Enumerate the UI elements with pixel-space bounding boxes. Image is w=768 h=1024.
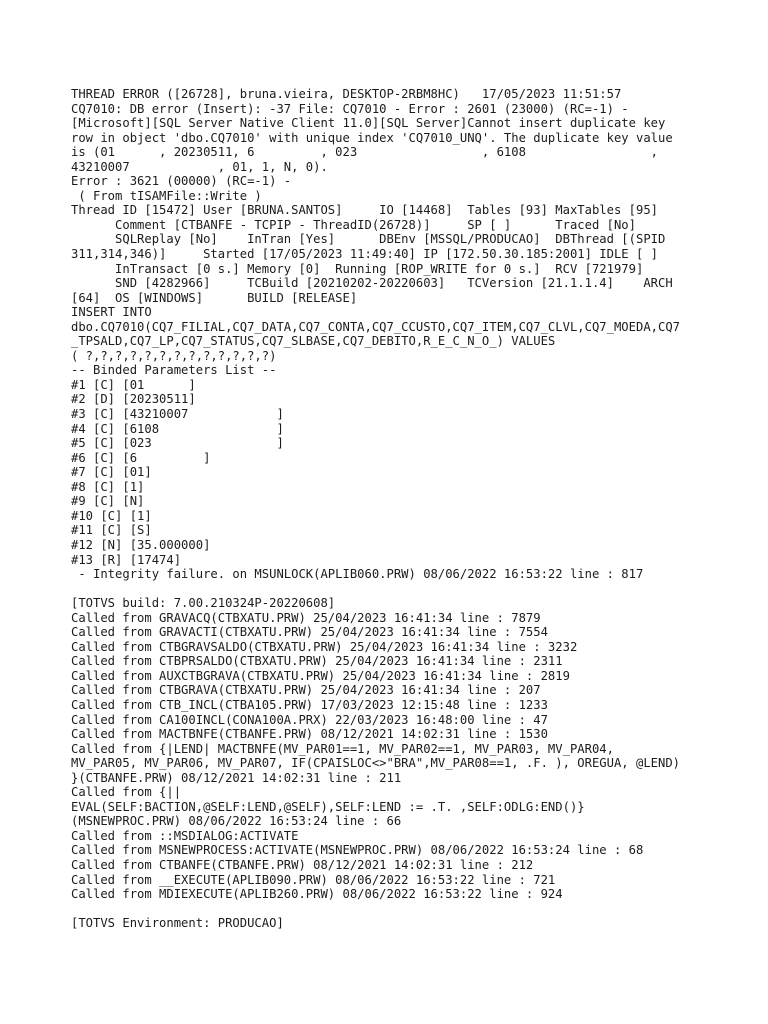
log-line: 43210007 , 01, 1, N, 0). bbox=[71, 159, 328, 174]
log-line: #5 [C] [023 ] bbox=[71, 436, 284, 451]
log-line: INSERT INTO bbox=[71, 305, 152, 320]
log-line: row in object 'dbo.CQ7010' with unique index 'CQ7010_UNQ'. The duplicate key value bbox=[71, 130, 673, 145]
log-line: #1 [C] [01 ] bbox=[71, 377, 196, 392]
log-line: [TOTVS Environment: PRODUCAO] bbox=[71, 916, 284, 931]
log-line: SND [4282966] TCBuild [20210202-20220603] TCVersion [21.1.1.4] ARCH bbox=[71, 276, 673, 291]
log-line: ( ?,?,?,?,?,?,?,?,?,?,?,?,?) bbox=[71, 348, 277, 363]
log-line: Comment [CTBANFE - TCPIP - ThreadID(26728)] SP [ ] Traced [No] bbox=[71, 217, 636, 232]
log-line: SQLReplay [No] InTran [Yes] DBEnv [MSSQL/PRODUCAO] DBThread [(SPID bbox=[71, 232, 666, 247]
log-line: _TPSALD,CQ7_LP,CQ7_STATUS,CQ7_SLBASE,CQ7_DEBITO,R_E_C_N_O_) VALUES bbox=[71, 334, 556, 349]
log-line: InTransact [0 s.] Memory [0] Running [ROP_WRITE for 0 s.] RCV [721979] bbox=[71, 261, 644, 276]
log-line: Called from {|LEND| MACTBNFE(MV_PAR01==1, MV_PAR02==1, MV_PAR03, MV_PAR04, bbox=[71, 741, 614, 756]
log-line: dbo.CQ7010(CQ7_FILIAL,CQ7_DATA,CQ7_CONTA,CQ7_CCUSTO,CQ7_ITEM,CQ7_CLVL,CQ7_MOEDA,CQ7 bbox=[71, 319, 681, 334]
log-line: Called from AUXCTBGRAVA(CTBXATU.PRW) 25/04/2023 16:41:34 line : 2819 bbox=[71, 668, 570, 683]
log-line: MV_PAR05, MV_PAR06, MV_PAR07, IF(CPAISLOC<>"BRA",MV_PAR08==1, .F. ), OREGUA, @LEND) bbox=[71, 756, 681, 771]
error-log-text bbox=[71, 87, 711, 931]
log-line: #4 [C] [6108 ] bbox=[71, 421, 284, 436]
log-line: CQ7010: DB error (Insert): -37 File: CQ7010 - Error : 2601 (23000) (RC=-1) - bbox=[71, 101, 629, 116]
log-line: Called from __EXECUTE(APLIB090.PRW) 08/06/2022 16:53:22 line : 721 bbox=[71, 872, 556, 887]
log-line: THREAD ERROR ([26728], bruna.vieira, DESKTOP-2RBM8HC) 17/05/2023 11:51:57 bbox=[71, 87, 622, 101]
log-line: #6 [C] [6 ] bbox=[71, 450, 211, 465]
log-line: EVAL(SELF:BACTION,@SELF:LEND,@SELF),SELF:LEND := .T. ,SELF:ODLG:END()} bbox=[71, 799, 585, 814]
log-line: -- Binded Parameters List -- bbox=[71, 363, 277, 378]
log-line: [Microsoft][SQL Server Native Client 11.0][SQL Server]Cannot insert duplicate key bbox=[71, 116, 666, 131]
log-line: Called from MACTBNFE(CTBANFE.PRW) 08/12/2021 14:02:31 line : 1530 bbox=[71, 727, 548, 742]
log-line: Called from MSNEWPROCESS:ACTIVATE(MSNEWPROC.PRW) 08/06/2022 16:53:24 line : 68 bbox=[71, 843, 644, 858]
log-line: [64] OS [WINDOWS] BUILD [RELEASE] bbox=[71, 290, 358, 305]
log-line: #11 [C] [S] bbox=[71, 523, 152, 538]
log-line: Called from CTBGRAVA(CTBXATU.PRW) 25/04/2023 16:41:34 line : 207 bbox=[71, 683, 541, 698]
log-line: Called from CTBPRSALDO(CTBXATU.PRW) 25/04/2023 16:41:34 line : 2311 bbox=[71, 654, 563, 669]
log-line: #10 [C] [1] bbox=[71, 508, 152, 523]
log-line: (MSNEWPROC.PRW) 08/06/2022 16:53:24 line : 66 bbox=[71, 814, 402, 829]
log-line: Called from CTBGRAVSALDO(CTBXATU.PRW) 25/04/2023 16:41:34 line : 3232 bbox=[71, 639, 578, 654]
log-line: Called from CTB_INCL(CTBA105.PRW) 17/03/2023 12:15:48 line : 1233 bbox=[71, 697, 548, 712]
log-line: #3 [C] [43210007 ] bbox=[71, 407, 284, 422]
log-line: Called from CTBANFE(CTBANFE.PRW) 08/12/2021 14:02:31 line : 212 bbox=[71, 857, 534, 872]
log-line: #7 [C] [01] bbox=[71, 465, 152, 480]
log-line: - Integrity failure. on MSUNLOCK(APLIB060.PRW) 08/06/2022 16:53:22 line : 817 bbox=[71, 567, 644, 582]
log-line: }(CTBANFE.PRW) 08/12/2021 14:02:31 line : 211 bbox=[71, 770, 402, 785]
log-line: ( From tISAMFile::Write ) bbox=[71, 188, 262, 203]
log-line: is (01 , 20230511, 6 , 023 , 6108 , bbox=[71, 145, 658, 160]
log-blank-line bbox=[71, 582, 711, 597]
log-line: #9 [C] [N] bbox=[71, 494, 145, 509]
log-line: #2 [D] [20230511] bbox=[71, 392, 196, 407]
log-blank-line bbox=[71, 902, 711, 917]
log-line: Called from {|| bbox=[71, 785, 182, 800]
log-line: #13 [R] [17474] bbox=[71, 552, 182, 567]
log-line: Called from ::MSDIALOG:ACTIVATE bbox=[71, 828, 299, 843]
log-line: Called from GRAVACQ(CTBXATU.PRW) 25/04/2023 16:41:34 line : 7879 bbox=[71, 610, 541, 625]
log-line: 311,314,346)] Started [17/05/2023 11:49:40] IP [172.50.30.185:2001] IDLE [ ] bbox=[71, 247, 658, 262]
log-line: Error : 3621 (00000) (RC=-1) - bbox=[71, 174, 292, 189]
log-line: Called from CA100INCL(CONA100A.PRX) 22/03/2023 16:48:00 line : 47 bbox=[71, 712, 548, 727]
log-line: Called from MDIEXECUTE(APLIB260.PRW) 08/06/2022 16:53:22 line : 924 bbox=[71, 887, 563, 902]
log-line: #8 [C] [1] bbox=[71, 479, 145, 494]
log-line: #12 [N] [35.000000] bbox=[71, 537, 211, 552]
log-line: [TOTVS build: 7.00.210324P-20220608] bbox=[71, 596, 336, 611]
log-line: Called from GRAVACTI(CTBXATU.PRW) 25/04/2023 16:41:34 line : 7554 bbox=[71, 625, 548, 640]
log-line: Thread ID [15472] User [BRUNA.SANTOS] IO [14468] Tables [93] MaxTables [95] bbox=[71, 203, 658, 218]
